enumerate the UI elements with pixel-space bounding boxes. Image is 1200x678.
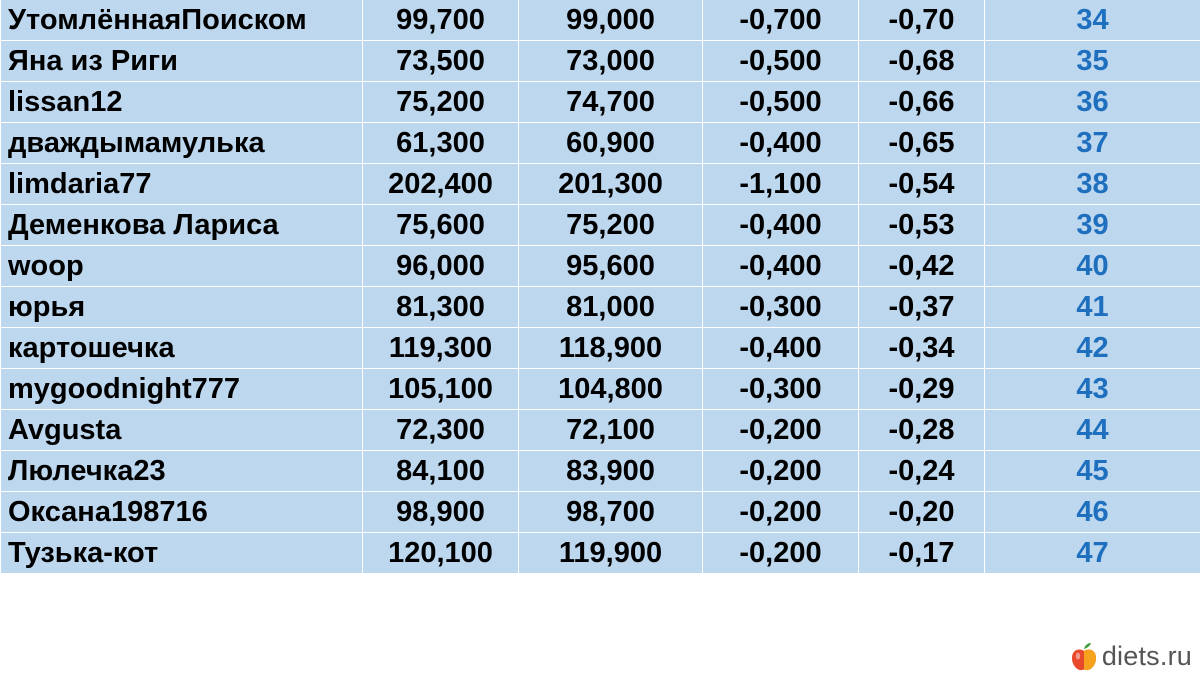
participant-name: юрья <box>1 287 363 328</box>
weight-change: -0,400 <box>703 205 859 246</box>
current-weight: 74,700 <box>519 82 703 123</box>
current-weight: 99,000 <box>519 0 703 41</box>
percent-change: -0,54 <box>859 164 985 205</box>
participant-name: УтомлённаяПоиском <box>1 0 363 41</box>
rank-number: 47 <box>985 533 1200 574</box>
table-row <box>1 533 1200 574</box>
table-row <box>1 246 1200 287</box>
start-weight: 81,300 <box>363 287 519 328</box>
start-weight: 73,500 <box>363 41 519 82</box>
weight-change: -0,200 <box>703 451 859 492</box>
start-weight: 105,100 <box>363 369 519 410</box>
weight-change: -0,400 <box>703 246 859 287</box>
table-row <box>1 205 1200 246</box>
rank-number: 35 <box>985 41 1200 82</box>
start-weight: 202,400 <box>363 164 519 205</box>
percent-change: -0,65 <box>859 123 985 164</box>
start-weight: 99,700 <box>363 0 519 41</box>
participant-name: дваждымамулька <box>1 123 363 164</box>
table-row <box>1 41 1200 82</box>
percent-change: -0,53 <box>859 205 985 246</box>
current-weight: 81,000 <box>519 287 703 328</box>
participant-name: Avgusta <box>1 410 363 451</box>
participant-name: Люлечка23 <box>1 451 363 492</box>
table-row <box>1 287 1200 328</box>
current-weight: 119,900 <box>519 533 703 574</box>
weight-change: -0,300 <box>703 369 859 410</box>
percent-change: -0,20 <box>859 492 985 533</box>
participant-name: limdaria77 <box>1 164 363 205</box>
start-weight: 84,100 <box>363 451 519 492</box>
start-weight: 75,200 <box>363 82 519 123</box>
participant-name: Оксана198716 <box>1 492 363 533</box>
percent-change: -0,24 <box>859 451 985 492</box>
participant-name: mygoodnight777 <box>1 369 363 410</box>
rank-number: 41 <box>985 287 1200 328</box>
percent-change: -0,17 <box>859 533 985 574</box>
rank-number: 37 <box>985 123 1200 164</box>
participant-name: Тузька-кот <box>1 533 363 574</box>
percent-change: -0,66 <box>859 82 985 123</box>
weight-change: -1,100 <box>703 164 859 205</box>
rank-number: 45 <box>985 451 1200 492</box>
weight-change: -0,200 <box>703 410 859 451</box>
rank-number: 36 <box>985 82 1200 123</box>
percent-change: -0,34 <box>859 328 985 369</box>
percent-change: -0,42 <box>859 246 985 287</box>
current-weight: 118,900 <box>519 328 703 369</box>
current-weight: 60,900 <box>519 123 703 164</box>
rank-number: 44 <box>985 410 1200 451</box>
percent-change: -0,68 <box>859 41 985 82</box>
table-row <box>1 328 1200 369</box>
weight-change: -0,700 <box>703 0 859 41</box>
rank-number: 46 <box>985 492 1200 533</box>
rank-number: 40 <box>985 246 1200 287</box>
weight-change: -0,400 <box>703 123 859 164</box>
start-weight: 120,100 <box>363 533 519 574</box>
table-row <box>1 410 1200 451</box>
participant-name: Яна из Риги <box>1 41 363 82</box>
rank-number: 38 <box>985 164 1200 205</box>
current-weight: 72,100 <box>519 410 703 451</box>
table-row <box>1 451 1200 492</box>
weight-change: -0,400 <box>703 328 859 369</box>
percent-change: -0,28 <box>859 410 985 451</box>
participant-name: lissan12 <box>1 82 363 123</box>
rank-number: 43 <box>985 369 1200 410</box>
current-weight: 104,800 <box>519 369 703 410</box>
start-weight: 75,600 <box>363 205 519 246</box>
start-weight: 119,300 <box>363 328 519 369</box>
rank-number: 39 <box>985 205 1200 246</box>
weight-change: -0,200 <box>703 492 859 533</box>
percent-change: -0,29 <box>859 369 985 410</box>
watermark-text: diets.ru <box>1101 641 1192 671</box>
current-weight: 95,600 <box>519 246 703 287</box>
diets-ru-watermark <box>1070 641 1192 672</box>
current-weight: 75,200 <box>519 205 703 246</box>
table-body <box>1 0 1200 574</box>
start-weight: 61,300 <box>363 123 519 164</box>
table-row <box>1 0 1200 41</box>
participant-name: woop <box>1 246 363 287</box>
participant-name: картошечка <box>1 328 363 369</box>
weight-change: -0,500 <box>703 41 859 82</box>
apple-icon <box>1070 642 1098 672</box>
rank-number: 34 <box>985 0 1200 41</box>
percent-change: -0,70 <box>859 0 985 41</box>
table-row <box>1 123 1200 164</box>
table-row <box>1 82 1200 123</box>
start-weight: 96,000 <box>363 246 519 287</box>
current-weight: 201,300 <box>519 164 703 205</box>
table-row <box>1 164 1200 205</box>
start-weight: 98,900 <box>363 492 519 533</box>
table-row <box>1 492 1200 533</box>
current-weight: 73,000 <box>519 41 703 82</box>
participant-name: Деменкова Лариса <box>1 205 363 246</box>
percent-change: -0,37 <box>859 287 985 328</box>
current-weight: 98,700 <box>519 492 703 533</box>
table-row <box>1 369 1200 410</box>
weight-change: -0,500 <box>703 82 859 123</box>
rank-number: 42 <box>985 328 1200 369</box>
start-weight: 72,300 <box>363 410 519 451</box>
weight-change: -0,300 <box>703 287 859 328</box>
current-weight: 83,900 <box>519 451 703 492</box>
weight-change: -0,200 <box>703 533 859 574</box>
